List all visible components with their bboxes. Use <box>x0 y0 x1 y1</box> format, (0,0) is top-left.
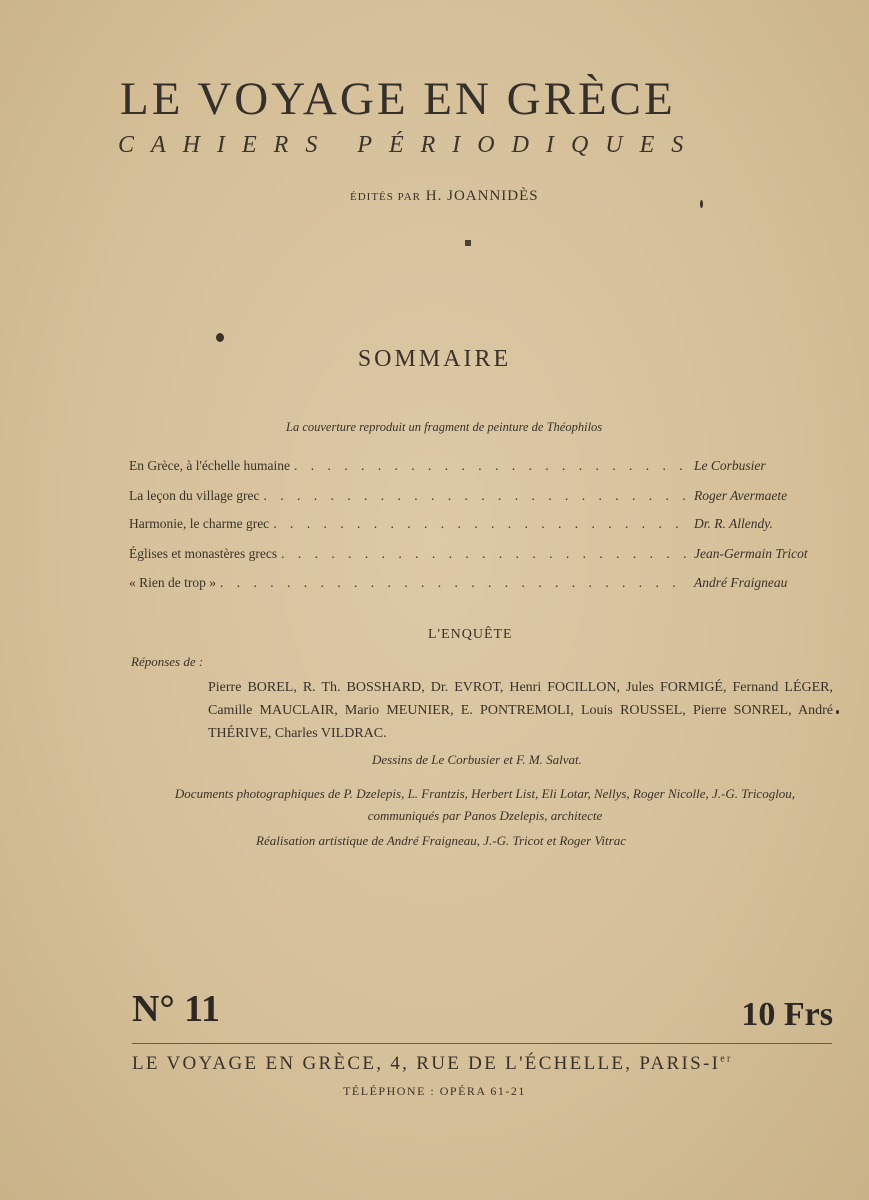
toc-author: André Fraigneau <box>694 575 788 590</box>
toc-author: Roger Avermaete <box>694 488 788 503</box>
responses-label: Réponses de : <box>131 654 204 669</box>
contents-heading: SOMMAIRE <box>357 346 512 372</box>
drawings-credit: Dessins de Le Corbusier et F. M. Salvat. <box>372 752 582 767</box>
toc-author: Dr. R. Allendy. <box>694 516 773 531</box>
cover-note: La couverture reproduit un fragment de peinture de Théophilos <box>286 420 603 434</box>
toc-author: Jean-Germain Tricot <box>694 546 808 561</box>
editor-name: H. JOANNIDÈS <box>425 188 539 204</box>
toc-author: Le Corbusier <box>694 458 766 473</box>
toc-leader-dots <box>281 546 690 562</box>
toc-leader-dots <box>273 516 690 532</box>
toc-entry <box>129 546 834 562</box>
ornament-square-icon <box>465 240 471 246</box>
toc-title: En Grèce, à l'échelle humaine <box>129 458 290 473</box>
magazine-subtitle: CAHIERS PÉRIODIQUES <box>118 132 701 158</box>
toc-title: Harmonie, le charme grec <box>129 516 270 531</box>
toc-title: « Rien de trop » <box>129 575 216 590</box>
toc-leader-dots <box>263 488 690 504</box>
photos-credit: Documents photographiques de P. Dzelepis, L. Frantzis, Herbert List, Eli Lotar, Nellys, Roger Nicolle, J.-G. Tricoglou, communiqués par Panos Dzelepis, architecte <box>174 786 796 823</box>
ink-spot-icon <box>836 710 839 714</box>
toc-entry <box>129 516 834 532</box>
footer-rule <box>132 1043 832 1044</box>
editor-prefix: ÉDITÉS PAR <box>350 191 422 203</box>
toc-entry <box>129 575 834 591</box>
ink-spot-icon <box>700 200 703 208</box>
toc-leader-dots <box>294 458 690 474</box>
artistic-credit: Réalisation artistique de André Fraigneau, J.-G. Tricot et Roger Vitrac <box>256 833 626 848</box>
issue-number: N° 11 <box>132 988 221 1030</box>
ink-spot-icon <box>216 333 224 342</box>
toc-leader-dots <box>220 575 690 591</box>
editor-line <box>350 188 539 205</box>
respondents-list: Pierre BOREL, R. Th. BOSSHARD, Dr. EVROT, Henri FOCILLON, Jules FORMIGÉ, Fernand LÉGER, Camille MAUCLAIR, Mario MEUNIER, E. PONTREMOLI, Louis ROUSSEL, Pierre SONREL, André THÉRIVE, Charles VILDRAC. <box>208 680 833 741</box>
toc-title: Églises et monastères grecs <box>129 546 278 561</box>
address-text: LE VOYAGE EN GRÈCE, 4, RUE DE L'ÉCHELLE, PARIS-I <box>132 1053 721 1074</box>
magazine-title: LE VOYAGE EN GRÈCE <box>120 73 676 125</box>
publisher-phone: TÉLÉPHONE : OPÉRA 61-21 <box>343 1084 526 1098</box>
issue-price: 10 Frs <box>741 996 833 1033</box>
toc-entry <box>129 488 834 504</box>
toc-entry <box>129 458 834 474</box>
address-superscript: er <box>720 1053 733 1065</box>
publisher-address <box>132 1053 733 1075</box>
survey-heading: L'ENQUÊTE <box>428 627 513 642</box>
toc-title: La leçon du village grec <box>129 488 260 503</box>
